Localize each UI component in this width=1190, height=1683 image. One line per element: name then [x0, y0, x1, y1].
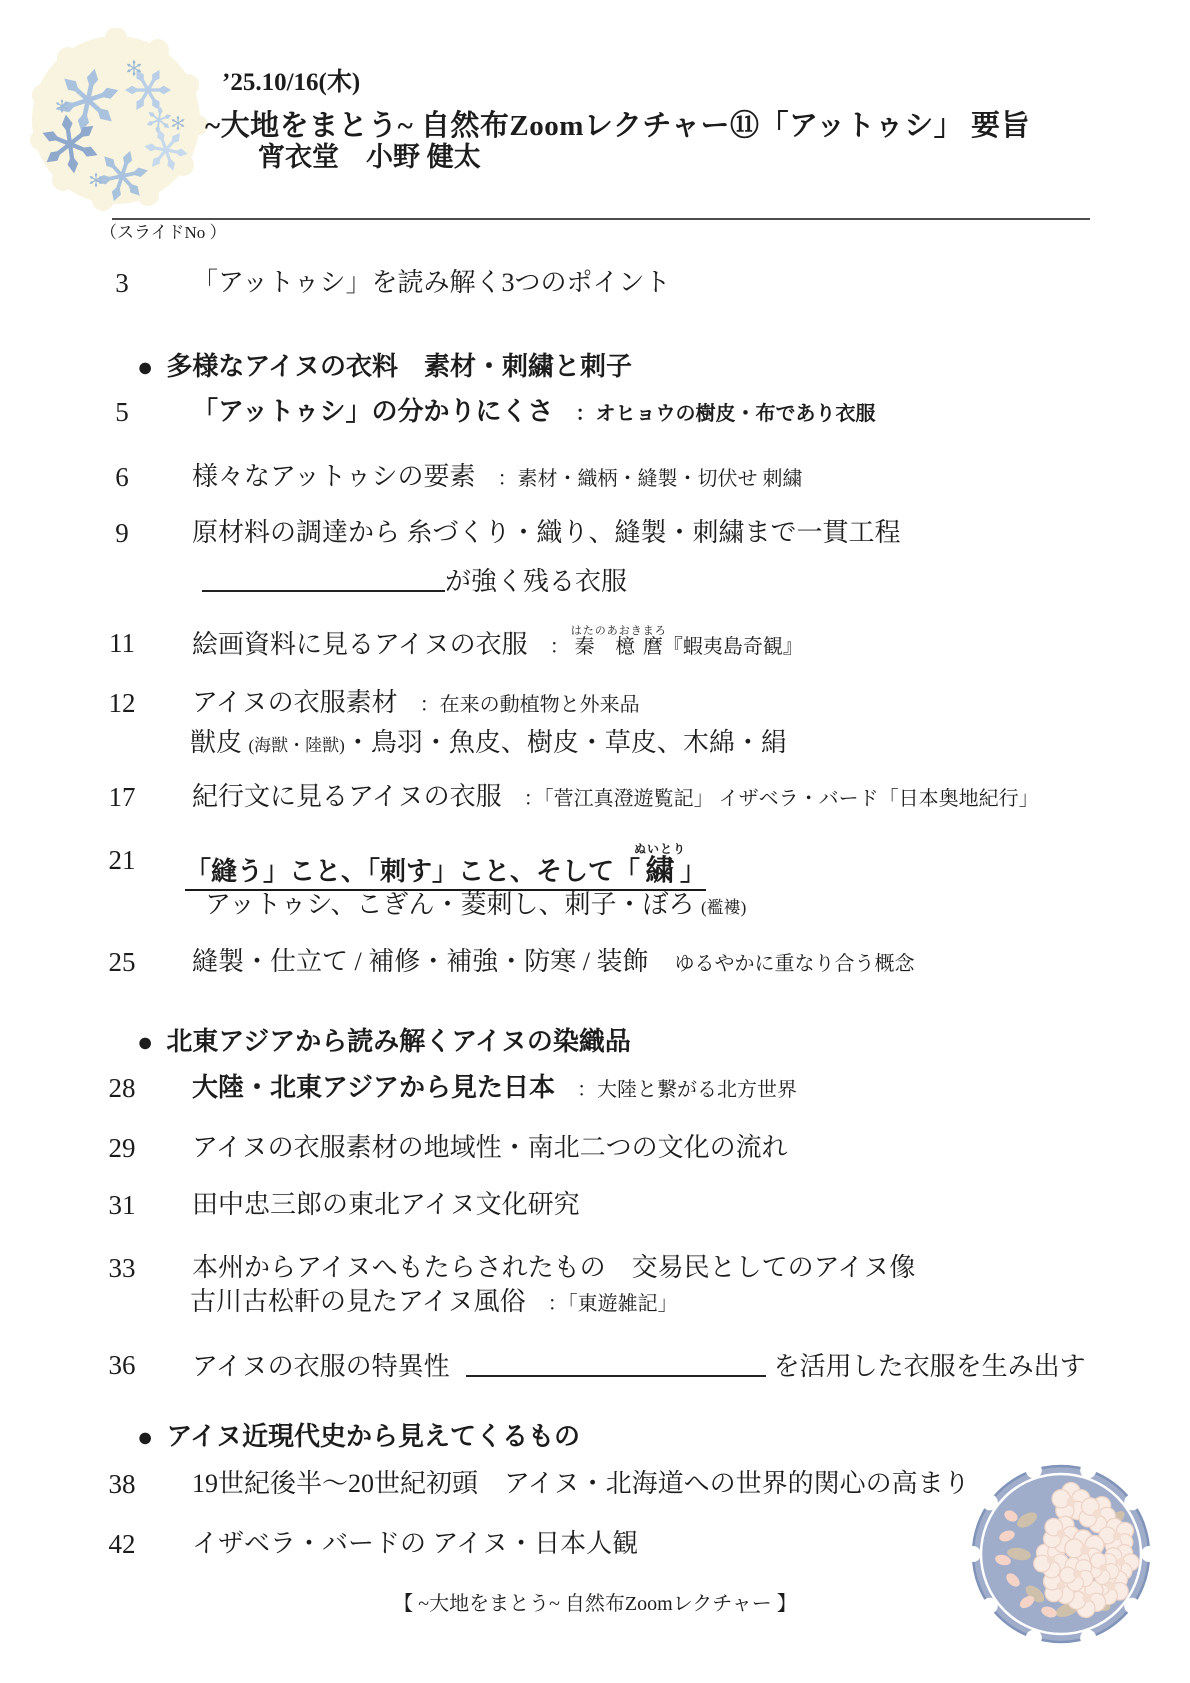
slide-number: 38 — [108, 1469, 136, 1499]
item-text: アイヌの衣服素材の地域性・南北二つの文化の流れ — [192, 1133, 788, 1162]
item-text: 原材料の調達から 糸づくり・織り、縫製・刺繍まで一貫工程 — [192, 518, 901, 547]
slide-number: 3 — [115, 268, 129, 298]
slide-number: 29 — [108, 1133, 136, 1163]
materials-detail: (海獣・陸獣) — [248, 736, 345, 755]
item-title: 紀行文に見るアイヌの衣服 — [192, 782, 502, 811]
page-title: ~大地をまとう~ 自然布Zoomレクチャー⑪「アットゥシ」 要旨 — [205, 110, 1030, 142]
item-annotation: ：「菅江真澄遊覧記」 イザベラ・バード「日本奥地紀行」 — [523, 788, 1039, 810]
work-title: 『蝦夷島奇観』 — [662, 636, 803, 658]
underlined-phrase — [185, 842, 707, 891]
item-text: が強く残る衣服 — [445, 567, 628, 596]
snowflake-wreath-decoration — [26, 28, 210, 212]
document-date: ’25.10/16(木) — [222, 69, 361, 96]
item-text — [192, 459, 803, 497]
slide-number: 17 — [108, 782, 136, 812]
bullet-icon: ● — [137, 1027, 154, 1057]
ruby-reading: ぬいとり — [634, 842, 687, 856]
item-text: 本州からアイヌへもたらされたもの 交易民としてのアイヌ像 — [192, 1253, 916, 1282]
slide-number: 25 — [108, 947, 136, 977]
item-title: 縫製・仕立て / 補修・補強・防寒 / 装飾 — [192, 947, 649, 976]
section-heading — [137, 1024, 631, 1060]
slide-number: 31 — [108, 1190, 136, 1220]
ruby-annotation — [634, 842, 687, 887]
blank-underline — [202, 564, 445, 592]
section-heading — [137, 1419, 580, 1455]
annotation-colon: ： — [549, 636, 575, 658]
item-text — [192, 685, 640, 723]
ruby-annotation — [570, 625, 667, 658]
ruby-reading: はたのあおきまろ — [570, 625, 667, 637]
slide-number: 11 — [109, 628, 135, 658]
item-annotation: ：在来の動植物と外来品 — [419, 694, 640, 716]
bullet-icon: ● — [137, 1422, 154, 1452]
item-text — [192, 625, 803, 665]
slide-number: 21 — [108, 845, 136, 875]
section-label: 北東アジアから読み解くアイヌの染織品 — [166, 1027, 631, 1056]
item-title: アイヌの衣服の特異性 — [192, 1352, 450, 1381]
item-text — [192, 779, 1039, 817]
item-text: イザベラ・バードの アイヌ・日本人観 — [192, 1529, 639, 1558]
item-text — [192, 1347, 1086, 1385]
footer-text: 【 ~大地をまとう~ 自然布Zoomレクチャー 】 — [393, 1593, 797, 1615]
item-annotation: ：「東遊雑記」 — [547, 1293, 678, 1315]
slide-number: 33 — [108, 1253, 136, 1283]
slide-number: 12 — [108, 688, 136, 718]
item-title: 「アットゥシ」の分かりにくさ — [192, 397, 554, 426]
item-title: アイヌの衣服素材 — [192, 688, 398, 717]
item-annotation: ：大陸と繋がる北方世界 — [576, 1079, 797, 1101]
item-annotation: ゆるやかに重なり合う概念 — [674, 953, 915, 975]
slide-number: 5 — [115, 397, 129, 427]
slide-number: 6 — [115, 462, 129, 492]
phrase-part: 「縫う」こと、「刺す」こと、そして「 — [185, 857, 641, 886]
bullet-icon: ● — [137, 352, 154, 382]
item-continuation — [190, 1284, 678, 1322]
section-label: アイヌ近現代史から見えてくるもの — [166, 1422, 580, 1451]
slide-no-label: （スライドNo ） — [100, 223, 227, 242]
item-annotation: ：オヒョウの樹皮・布であり衣服 — [575, 403, 876, 425]
presenter-name: 宵衣堂 小野 健太 — [258, 142, 481, 172]
item-text-after-blank: を活用した衣服を生み出す — [773, 1352, 1086, 1381]
slide-number: 42 — [108, 1529, 136, 1559]
item-continuation — [202, 562, 627, 600]
blank-underline — [466, 1349, 766, 1377]
examples-detail: (襤褸) — [700, 898, 747, 917]
materials-text: 獣皮 — [190, 728, 249, 757]
item-text: 19世紀後半～20世紀初頭 アイヌ・北海道への世界的関心の高まり — [192, 1469, 970, 1498]
item-annotation: ：素材・織柄・縫製・切伏せ 刺繍 — [497, 468, 803, 490]
item-text: 田中忠三郎の東北アイヌ文化研究 — [192, 1190, 580, 1219]
slide-number: 36 — [108, 1350, 136, 1380]
examples-text: アットゥシ、こぎん・菱刺し、刺子・ぼろ — [205, 890, 701, 919]
item-text — [192, 944, 914, 982]
artist-name: 秦 檍麿 — [570, 636, 667, 658]
header-divider — [112, 218, 1090, 220]
item-text — [192, 1070, 797, 1108]
sub-item-title: 古川古松軒の見たアイヌ風俗 — [190, 1287, 526, 1316]
section-label: 多様なアイヌの衣料 素材・刺繍と刺子 — [166, 352, 632, 381]
item-title: 大陸・北東アジアから見た日本 — [192, 1073, 555, 1102]
phrase-part: 」 — [680, 857, 707, 886]
kanji-base: 繍 — [634, 855, 687, 887]
slide-number: 9 — [115, 518, 129, 548]
materials-text: ・鳥羽・魚皮、樹皮・草皮、木綿・絹 — [344, 728, 787, 757]
item-continuation — [205, 887, 746, 926]
item-text — [192, 394, 876, 432]
item-title: 様々なアットゥシの要素 — [192, 462, 476, 491]
item-text: 「アットゥシ」を読み解く3つのポイント — [192, 268, 671, 297]
item-text — [185, 842, 706, 890]
item-title: 絵画資料に見るアイヌの衣服 — [192, 630, 528, 659]
item-continuation — [190, 725, 787, 764]
section-heading — [137, 349, 632, 385]
item-annotation — [549, 625, 803, 658]
slide-number: 28 — [108, 1073, 136, 1103]
